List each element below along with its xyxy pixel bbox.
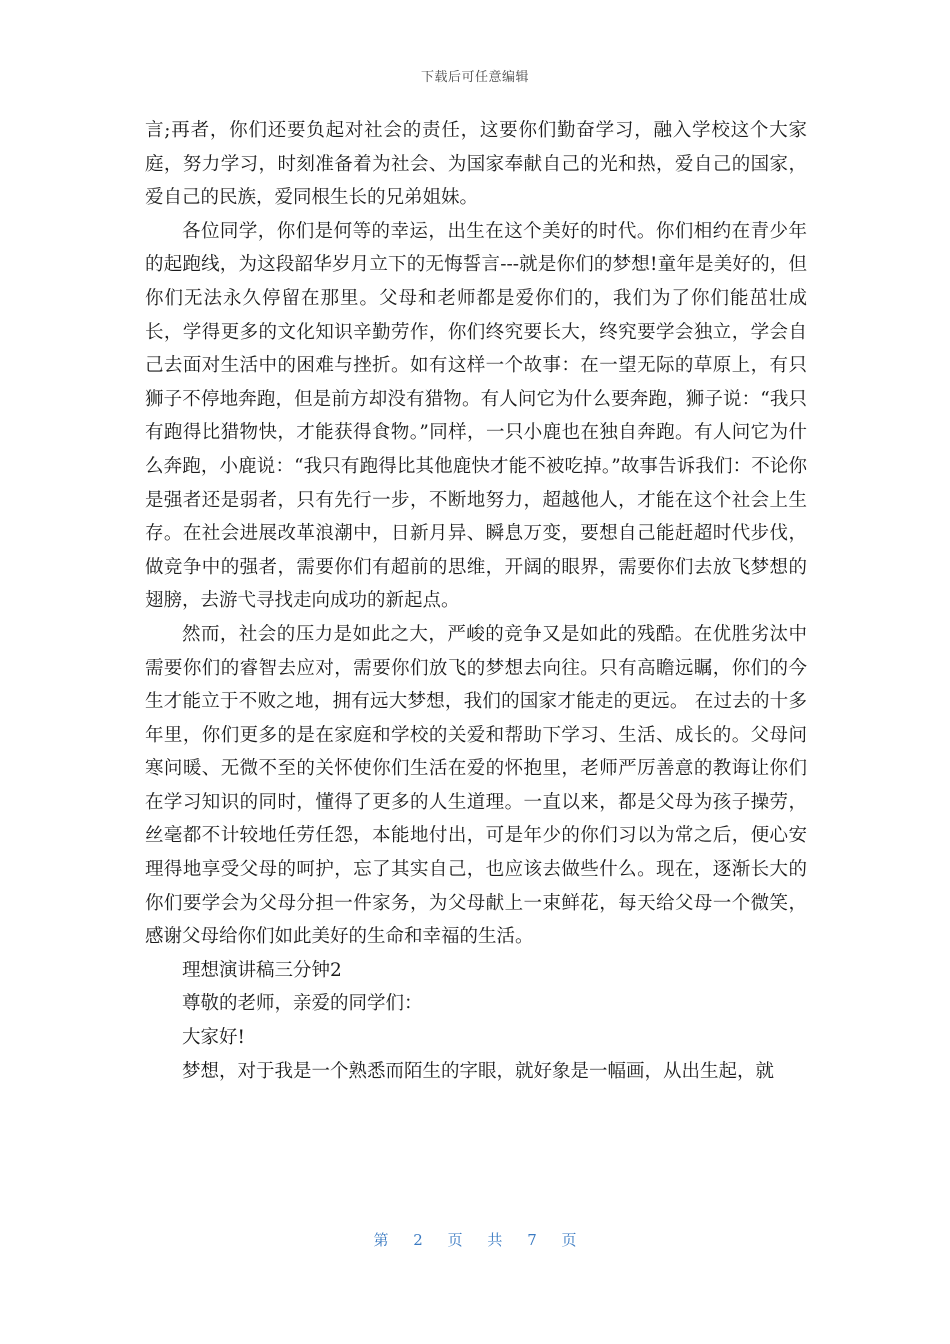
- greeting: 大家好!: [182, 1027, 245, 1049]
- total-pages-number: 7: [527, 1231, 537, 1249]
- paragraph: 各位同学，你们是何等的幸运，出生在这个美好的时代。你们相约在青少年的起跑线，为这段韶华岁月立下的无悔誓言---就是你们的梦想!童年是美好的，但你们无法永久停留在那里。父母和老师都是爱你们的，我们为了你们能茁壮成长，学得更多的文化知识辛勤劳作，你们终究要长大，终究要学会独立，学会自己去面对生活中的困难与挫折。如有这样一个故事：在一望无际的草原上，有只狮子不停地奔跑，但是前方却没有猎物。有人问它为什么要奔跑，狮子说：“我只有跑得比猎物快，才能获得食物。”同样，一只小鹿也在独自奔跑。有人问它为什么奔跑，小鹿说：“我只有跑得比其他鹿快才能不被吃掉。”故事告诉我们：不论你是强者还是弱者，只有先行一步，不断地努力，超越他人，才能在这个社会上生存。在社会进展改革浪潮中，日新月异、瞬息万变，要想自己能赶超时代步伐，做竞争中的强者，需要你们有超前的思维，开阔的眼界，需要你们去放飞梦想的翅膀，去游弋寻找走向成功的新起点。: [145, 220, 807, 612]
- page-header: 下载后可任意编辑: [420, 70, 529, 85]
- page-label-prefix: 第: [373, 1231, 389, 1249]
- paragraph-continued: 言;再者，你们还要负起对社会的责任，这要你们勤奋学习，融入学校这个大家庭，努力学习，时刻准备着为社会、为国家奉献自己的光和热，爱自己的国家，爱自己的民族，爱同根生长的兄弟姐妹。: [145, 120, 807, 209]
- current-page-number: 2: [413, 1231, 423, 1249]
- document-body: [145, 114, 807, 1088]
- page-label-mid2: 共: [487, 1231, 503, 1249]
- page-label-mid1: 页: [447, 1231, 463, 1249]
- page-label-suffix: 页: [561, 1231, 577, 1249]
- paragraph: 梦想，对于我是一个熟悉而陌生的字眼，就好象是一幅画，从出生起，就: [182, 1060, 775, 1082]
- section-title: 理想演讲稿三分钟2: [182, 959, 342, 981]
- salutation: 尊敬的老师，亲爱的同学们：: [182, 993, 423, 1015]
- page-footer: [0, 1229, 950, 1250]
- paragraph: 然而，社会的压力是如此之大，严峻的竞争又是如此的残酷。在优胜劣汰中需要你们的睿智去应对，需要你们放飞的梦想去向往。只有高瞻远瞩，你们的今生才能立于不败之地，拥有远大梦想，我们的国家才能走的更远。 在过去的十多年里，你们更多的是在家庭和学校的关爱和帮助下学习、生活、成长的。父母问寒问暖、无微不至的关怀使你们生活在爱的怀抱里，老师严厉善意的教诲让你们在学习知识的同时，懂得了更多的人生道理。一直以来，都是父母为孩子操劳，丝毫都不计较地任劳任怨，本能地付出，可是年少的你们习以为常之后，便心安理得地享受父母的呵护，忘了其实自己，也应该去做些什么。现在，逐渐长大的你们要学会为父母分担一件家务，为父母献上一束鲜花，每天给父母一个微笑，感谢父母给你们如此美好的生命和幸福的生活。: [145, 623, 807, 948]
